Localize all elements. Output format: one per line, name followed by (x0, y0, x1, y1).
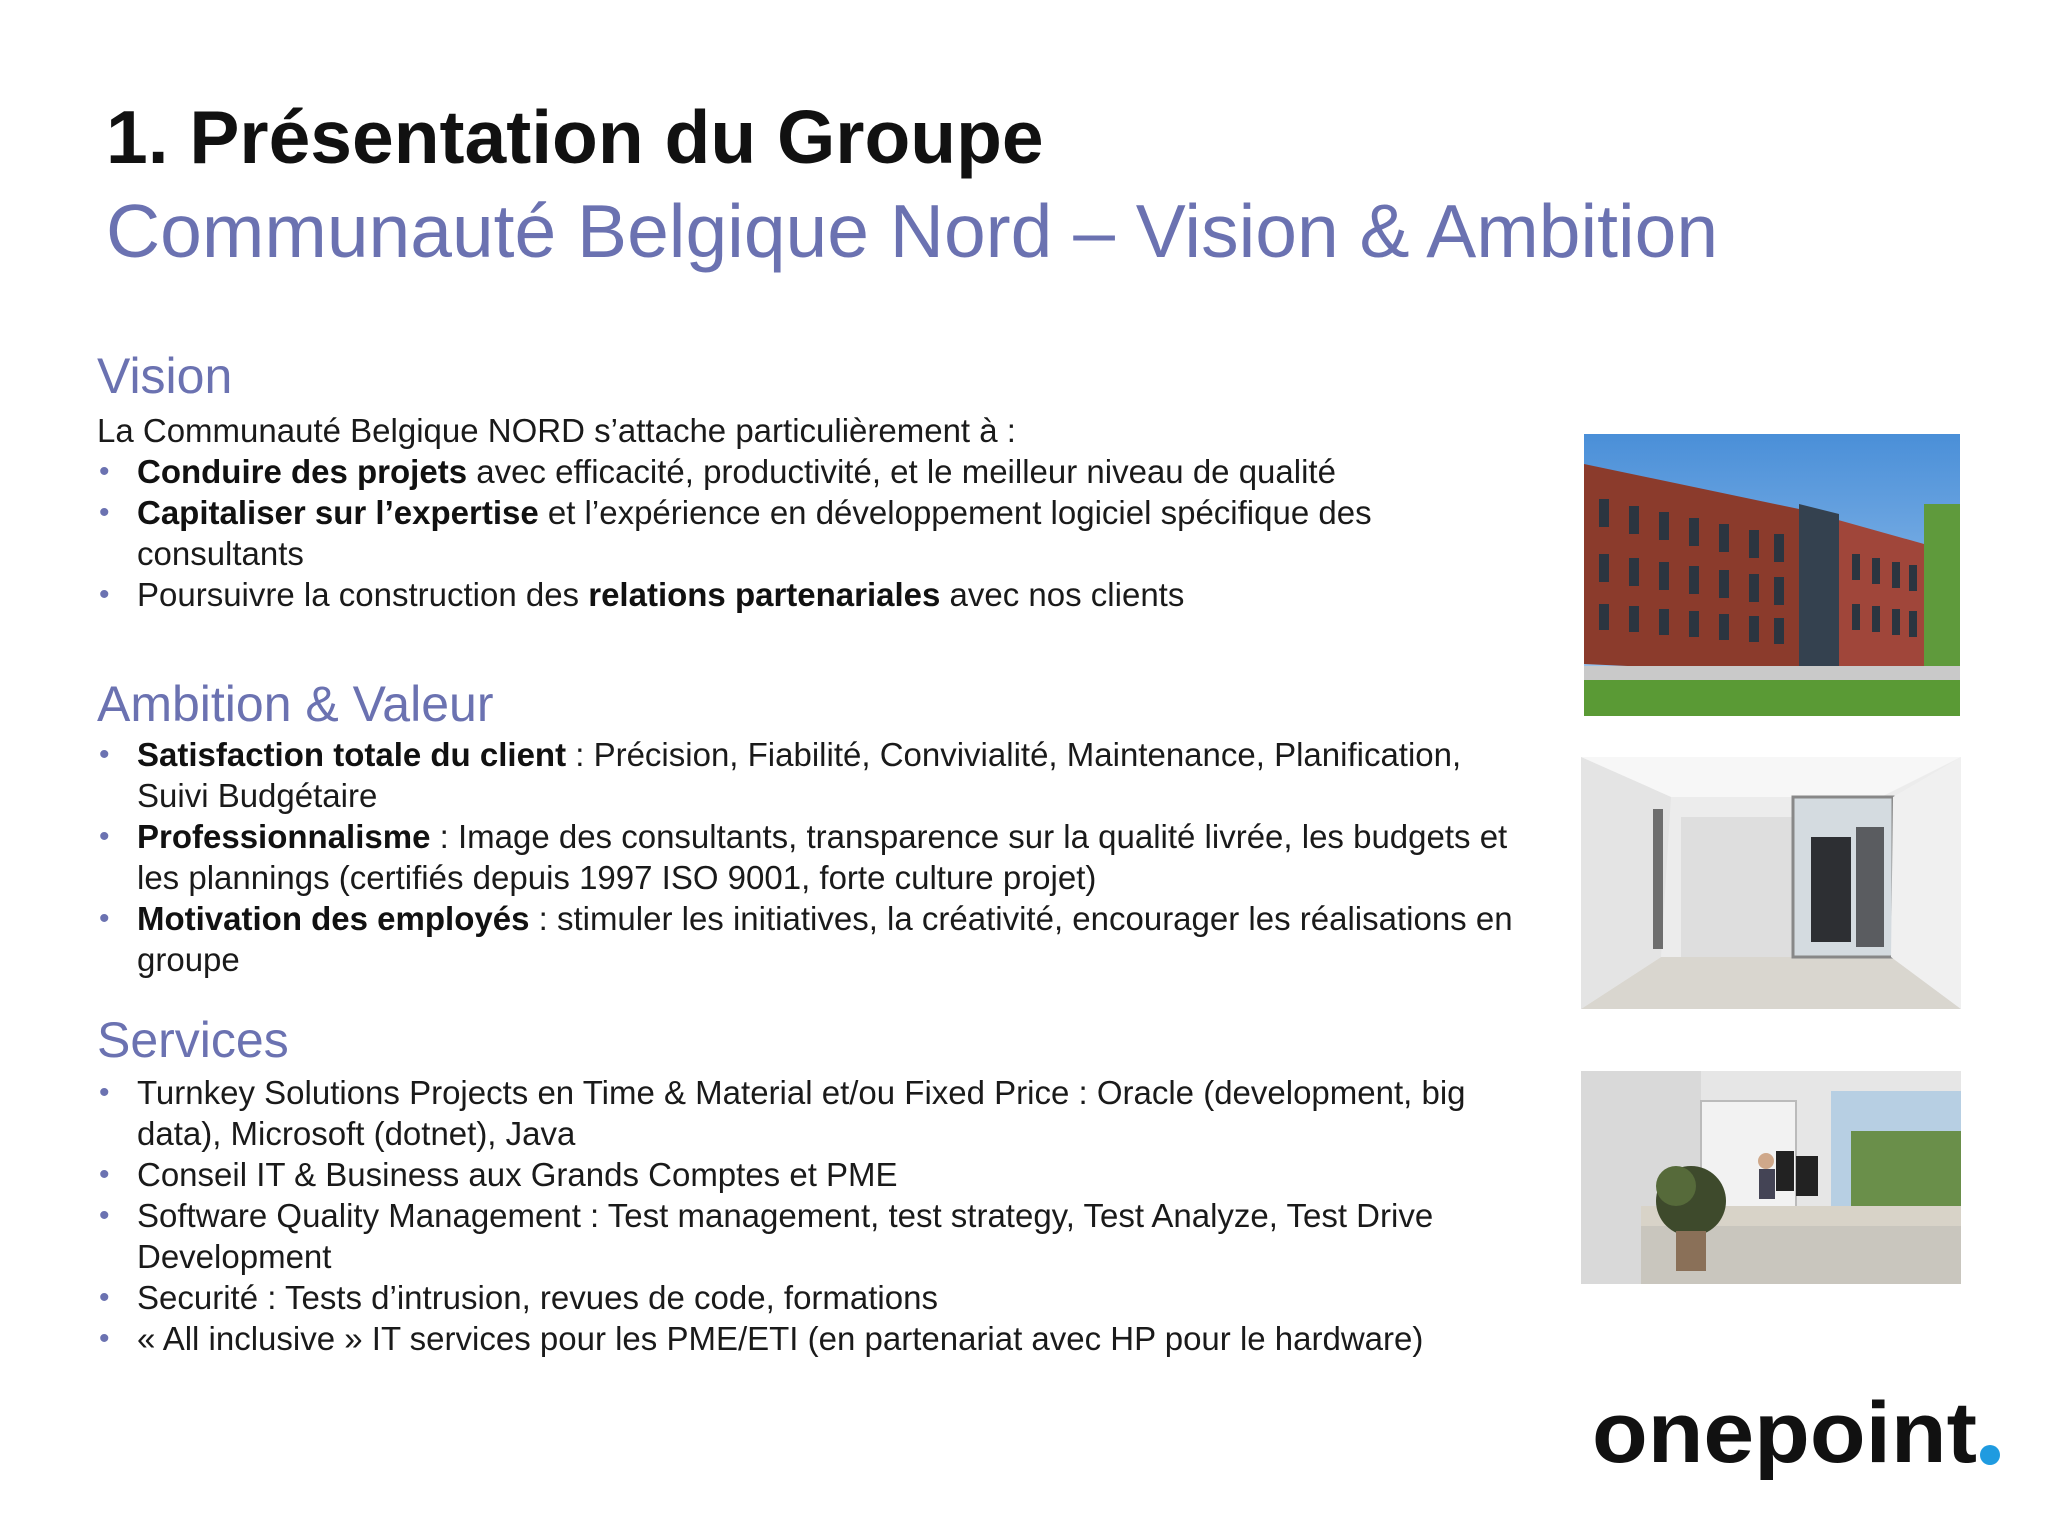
office-corridor-photo (1581, 757, 1961, 1009)
bullet-icon: • (99, 1322, 110, 1355)
ambition-list (97, 734, 1517, 980)
onepoint-logo (1592, 1390, 2002, 1480)
vision-intro: La Communauté Belgique NORD s’attache particulièrement à : (97, 412, 1016, 449)
bullet-icon: • (99, 455, 110, 488)
list-item: • Securité : Tests d’intrusion, revues de code, formations (99, 1279, 938, 1316)
svg-text:onepoint: onepoint (1592, 1390, 1977, 1480)
bullet-icon: • (99, 1199, 110, 1232)
list-item: • Motivation des employés : stimuler les initiatives, la créativité, encourager les réalisations en groupe (99, 900, 1513, 978)
slide-title: 1. Présentation du Groupe (106, 95, 1044, 179)
bullet-icon: • (99, 496, 110, 529)
bullet-icon: • (99, 1076, 110, 1109)
list-item: • Conseil IT & Business aux Grands Comptes et PME (99, 1156, 898, 1193)
vision-list (97, 451, 1517, 615)
bullet-icon: • (99, 902, 110, 935)
list-item: • Software Quality Management : Test management, test strategy, Test Analyze, Test Drive Development (99, 1197, 1434, 1275)
office-building-photo (1584, 434, 1960, 716)
services-list (97, 1072, 1517, 1359)
services-heading: Services (97, 1012, 289, 1068)
list-item: • « All inclusive » IT services pour les PME/ETI (en partenariat avec HP pour le hardware) (99, 1320, 1424, 1357)
ambition-heading: Ambition & Valeur (97, 676, 494, 732)
bullet-icon: • (99, 578, 110, 611)
list-item: • Satisfaction totale du client : Précision, Fiabilité, Convivialité, Maintenance, Planification, Suivi Budgétaire (99, 736, 1462, 814)
list-item: • Conduire des projets avec efficacité, productivité, et le meilleur niveau de qualité (99, 453, 1336, 490)
bullet-icon: • (99, 1158, 110, 1191)
list-item: • Poursuivre la construction des relations partenariales avec nos clients (99, 576, 1185, 613)
list-item: • Capitaliser sur l’expertise et l’expérience en développement logiciel spécifique des consultants (99, 494, 1372, 572)
slide-subtitle: Communauté Belgique Nord – Vision & Ambition (106, 189, 1719, 273)
list-item: • Professionnalisme : Image des consultants, transparence sur la qualité livrée, les budgets et les plannings (certifiés depuis 1997 ISO 9001, forte culture projet) (99, 818, 1508, 896)
office-desk-photo (1581, 1071, 1961, 1284)
list-item: • Turnkey Solutions Projects en Time & Material et/ou Fixed Price : Oracle (development, big data), Microsoft (dotnet), Java (99, 1074, 1466, 1152)
vision-heading: Vision (97, 348, 233, 404)
bullet-icon: • (99, 1281, 110, 1314)
bullet-icon: • (99, 820, 110, 853)
bullet-icon: • (99, 738, 110, 771)
